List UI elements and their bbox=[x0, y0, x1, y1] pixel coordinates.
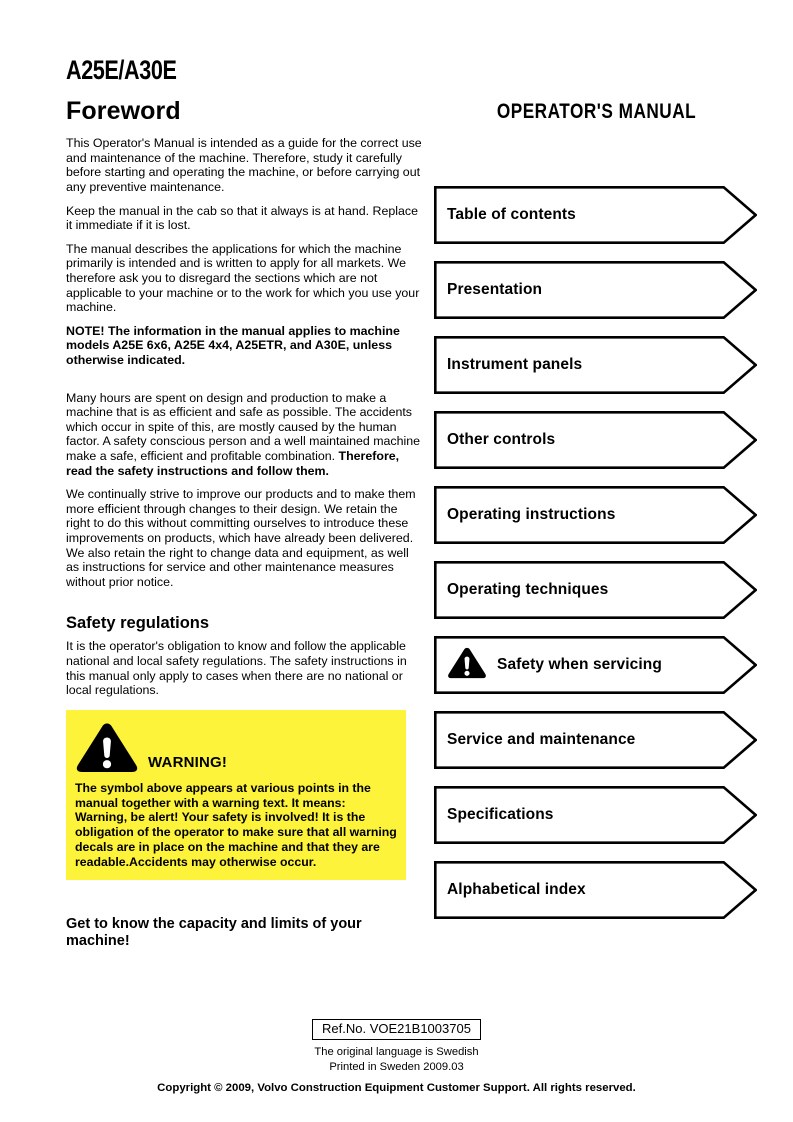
section-tab-6[interactable] bbox=[434, 561, 757, 619]
tab-label: Presentation bbox=[447, 281, 543, 299]
section-tab-list bbox=[434, 186, 759, 919]
warning-header bbox=[75, 721, 397, 773]
foreword-paragraph-4-lead: Many hours are spent on design and production to make a machine that is as efficient and safe as possible. The accidents which occur in spite of this, are mostly caused by the human factor. A safety conscious person and a well maintained machine make a safe, efficient and profitable combination. bbox=[66, 390, 421, 463]
section-tab-10[interactable] bbox=[434, 861, 757, 919]
tab-chevron-shape bbox=[434, 486, 757, 544]
page-title: Foreword bbox=[66, 97, 181, 125]
foreword-paragraph-5: We continually strive to improve our products and to make them more efficient through changes to their design. We retain the right to do this without committing ourselves to introduce these improvements on products, which have already been delivered. We also retain the right to change data and equipment, as well as instructions for service and other maintenance measures without prior notice. bbox=[66, 487, 416, 589]
page-footer bbox=[0, 1019, 793, 1096]
foreword-paragraph-4-emphasis: Therefore, read the safety instructions and follow them. bbox=[66, 448, 400, 478]
section-tab-4[interactable] bbox=[434, 411, 757, 469]
warning-callout-box bbox=[66, 710, 406, 880]
section-tab-5[interactable] bbox=[434, 486, 757, 544]
tab-label: Operating instructions bbox=[447, 506, 616, 524]
section-tab-3[interactable] bbox=[434, 336, 757, 394]
tab-chevron-shape bbox=[434, 711, 757, 769]
copyright-line: Copyright © 2009, Volvo Construction Equipment Customer Support. All rights reserved. bbox=[157, 1082, 636, 1095]
tab-chevron-shape bbox=[434, 411, 757, 469]
foreword-paragraph-3: The manual describes the applications for which the machine primarily is intended and is written to apply for all markets. We therefore ask you to disregard the sections which are not applicable to your machine or to the work for which you use your machine. bbox=[66, 241, 420, 315]
tab-chevron-shape bbox=[434, 786, 757, 844]
foreword-paragraph-4 bbox=[66, 391, 424, 479]
warning-triangle-icon bbox=[75, 721, 139, 773]
warning-label: WARNING! bbox=[148, 753, 228, 771]
tab-chevron-shape bbox=[434, 261, 757, 319]
printed-line: Printed in Sweden 2009.03 bbox=[329, 1061, 464, 1074]
tab-chevron-shape bbox=[434, 186, 757, 244]
section-tabs-column bbox=[434, 100, 759, 936]
section-tab-9[interactable] bbox=[434, 786, 757, 844]
foreword-note: NOTE! The information in the manual applies to machine models A25E 6x6, A25E 4x4, A25ETR, and A30E, unless otherwise indicated. bbox=[66, 323, 400, 367]
machine-model-title: A25E/A30E bbox=[66, 55, 177, 85]
section-tab-8[interactable] bbox=[434, 711, 757, 769]
tab-label: Alphabetical index bbox=[447, 881, 586, 899]
tab-label: Operating techniques bbox=[447, 581, 609, 599]
warning-body-text: The symbol above appears at various points in the manual together with a warning text. It means: Warning, be alert! Your safety is involved! It is the obligation of the operator to make sure that all warning decals are in place on the machine and that they are readable.Accidents may otherwise occur. bbox=[75, 780, 397, 869]
tab-label: Specifications bbox=[447, 806, 554, 824]
tab-chevron-shape bbox=[434, 861, 757, 919]
tab-label: Table of contents bbox=[447, 206, 576, 224]
foreword-paragraph-2: Keep the manual in the cab so that it always is at hand. Replace it immediate if it is lost. bbox=[66, 203, 418, 233]
reference-number-box: Ref.No. VOE21B1003705 bbox=[312, 1019, 481, 1040]
tab-chevron-shape bbox=[434, 336, 757, 394]
original-language-line: The original language is Swedish bbox=[314, 1046, 479, 1059]
tab-chevron-shape bbox=[434, 561, 757, 619]
foreword-column bbox=[66, 57, 424, 964]
safety-regulations-heading: Safety regulations bbox=[66, 614, 210, 633]
section-tab-7[interactable] bbox=[434, 636, 757, 694]
safety-intro-paragraph: It is the operator's obligation to know and follow the applicable national and local safety regulations. The safety instructions in this manual only apply to cases when there are no national or local regulations. bbox=[66, 639, 407, 698]
tab-label: Safety when servicing bbox=[497, 656, 662, 674]
tab-label: Service and maintenance bbox=[447, 731, 636, 749]
paragraph-spacer bbox=[66, 377, 424, 391]
tab-label: Instrument panels bbox=[447, 356, 583, 374]
section-tab-2[interactable] bbox=[434, 261, 757, 319]
tab-chevron-shape bbox=[434, 636, 757, 694]
section-tab-1[interactable] bbox=[434, 186, 757, 244]
operators-manual-heading: OPERATOR'S MANUAL bbox=[496, 100, 697, 123]
closing-note: Get to know the capacity and limits of your machine! bbox=[66, 915, 362, 949]
foreword-paragraph-1: This Operator's Manual is intended as a guide for the correct use and maintenance of the machine. Therefore, study it carefully before starting and operating the machine, or before carrying out any preventive maintenance. bbox=[66, 136, 422, 195]
tab-label: Other controls bbox=[447, 431, 556, 449]
